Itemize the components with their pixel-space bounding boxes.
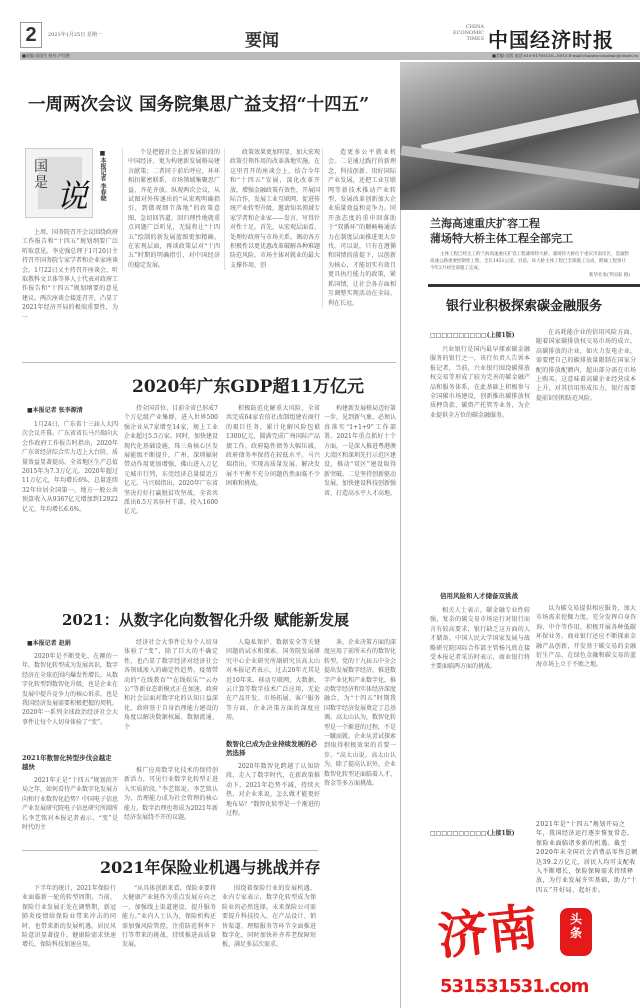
article1-col1: 上周，国务院召开会议围绕政府工作报告和“十四五”规划纲要广泛听取意见。李克强总理于1月20日主持召开国务院专家学者和企业家座谈会，1月22日又主持召开座谈会，听取教科文卫体等界人士代表对政府工作报告和“十四五”规划纲要的意见建议。两次座谈会接连召开，凸显了2021年经济开局的极端重要性，为一 [22,229,119,321]
page-number: 2 [20,22,42,48]
photo-title [430,216,573,246]
contact-line: ■美编:吴凯 电话:010-81785158—8013 E-mail:chaneseconomic@cnnet.cn [492,53,638,58]
photo-title-line2: 蒲场特大桥主体工程全部完工 [430,232,573,245]
article4-subhead: 信用风险和人才储备双挑战 [440,592,518,600]
article3-byline: ■本报记者 赵娟 [27,640,71,647]
thick-divider [428,284,640,287]
editor-line: ■责编:袁国生 校对:卢红艳 [22,53,70,58]
article3-subhead2: 数智化已成为企业持续发展的必然选择 [226,740,317,757]
article2-byline: ■本报记者 张李源清 [27,407,83,414]
article3-subhead1: 2021年数智化转型步伐会越走越快 [22,754,112,771]
article3-col2: 经济社会大事件让每个人切身体验了“变”，除了巨大的不确定性，也凸显了数字经济对经济社会各领域渗入的确定性趋势。疫情带动的“在线教育”“在线娱乐”“云办公”等新业态新模式正在加速，政府和社会层面对数字化的认知日益深化，政府基于自身治理能力建设的角度以解决数据权属、数据流通、个 [124,639,218,731]
watermark-url: 531531531.com [440,976,589,997]
issue-date: 2021年1月25日 星期一 [48,32,102,38]
column-logo: 国 是 说 [25,148,93,218]
article1-col4: 造更多公平就业机会。二是通过践行的新理念，科技创新、用好国际产业发展，还把工业互联网等新技术推动产业转型，发展改革创新加大企业质量效益和竞争力。同开放态度的重申回落助于“双循环”的顺畅畅通活力在制度层面推进更大步伐。可以说，只有在遵循和国情的前提下，以创新为核心，才能切实有效且更具执行能力的政策，紧抓国情，让社会各方面相互调整实现活动在全局，利在长远。 [322,148,396,308]
article4-col1: 兴业银行是国内最早探索碳金融服务的银行之一，该行负责人告诉本报记者，当前，兴业银行围绕碳排放权交易等形成了较为完善的碳金融产品和服务体系，在此基础上积极参与全国碳市场建设，创新推出碳排放权质押贷款、碳资产托管等业务，为企业提供全方位的碳金融服务。 [430,346,530,419]
paper-logo: 中国经济时报 [488,28,614,52]
article3-headline: 2021：从数字化向数智化升级 赋能新发展 [62,611,349,629]
article5-col1: 下半年的统计，2021年保险行业面临新一轮的转型周期。当前，保险行业发展正处在调整期，新冠肺炎疫情给保险业带来冲击的同时，也带来新的发展机遇。居民风险意识显著提升，健康险需求快速增长，保险科技加速应用。 [22,885,116,949]
divider [22,362,396,363]
divider [22,850,318,851]
article4-col3: 相关人士表示，碳金融专业性较强，复杂的碳交易市场运行对银行而言有较高要求，银行缺乏这方面的人才储备。中国人民大学国家发展与战略研究院国际合作部主管杨凡欣在接受本报记者采访时表示，商业银行将主要面临两方面的挑战。 [430,607,530,671]
section-title: 要闻 [245,31,279,51]
article4-byline: □□□□□□□□□□(上接1版) [430,332,515,339]
article2-col1: 1月24日，广东省十三届人大四次会议开幕。广东省省长马兴瑞向大会作政府工作报告时指出，2020年广东省经济综合实力迈上大台阶，质量效益显著提高。全省地区生产总值2015年为7.3万亿元，2020年超过11万亿元，年均增长6%，总量连续32年位居全国第一。地方一般公共预算收入从9367亿元增加到12922亿元，年均增长6.6%。 [22,421,119,513]
sidebar-column-text: 2021年是“十四五”规划开局之年，我国经济运行逐步恢复常态，保险业面临诸多新的机遇。截至2020年末全国社会消费品零售总额达39.2万亿元，居民人均可支配收入不断增长，保险保障需求持续释放，为行业发展夯实基础，助力“十四五”开好局、起好步。 [536,821,638,894]
article3-col4: 条，企业决策方面的深度应用了前所未有的数智化转型。党的十九届五中全会提出发展数字经济，推进数字产业化和产业数字化，推动数字经济和实体经济深度融合，为“十四五”时期我国数字经济发展奠定了总基调。高太山认为，数智化转型是一个渐进的过程，不是一蹴而就。企业从尝试探索到取得积极效果的首要一步。“高太山说。高太山认为，除了提高认识外，企业数智化转型还面临着人才、资金等多方面挑战。 [324,639,397,788]
article4-continued-label: □□□□□□□□□□(上接1版) [430,830,515,837]
article5-col2: “从具体创新来看，保险业要将大健康产业链作为重点发展方向之一，加强线上渠道建设，提升服务能力。”业内人士认为，保险机构还需加强风险管控，注重防范利率下行等带来的挑战，持续推进高质量发展。 [122,885,216,949]
article2-headline: 2020年广东GDP超11万亿元 [132,377,365,397]
article1-byline: ■本报记者 李春晓 [99,150,106,202]
watermark-logo: 济南 [435,897,541,967]
article2-col2: 持全国首位，目前全省已形成7个万亿级产业集群，进入世界500强企业从7家增至14家，规上工业企业超过5.5万家。同时，加快建设现代化基础设施，珠三角核心区发展能级不断提升，广州、深圳辐射带动作用更加增强，佛山进入万亿元城市行列，东莞经济总量接近万亿元。马兴瑞指出，2020年广东省坚决打好打赢脱贫攻坚战，全省共派出6.5万名驻村干部，投入1600亿元。 [124,405,218,516]
article3-col1: 2020年是不断变化、在颠的一年，数智化转型成为发展共识，数字经济在全球范围内爆发性增长。从数字化转型到数智化升级，也是企业在发展中提升竞争力的核心诉求。也是我国经济发展需要积极把握的契机。2020年一系列全球政治经济社会大事件让每个人切身体验了“变”。 [22,653,119,726]
article5-headline: 2021年保险业机遇与挑战并存 [100,858,321,877]
article4-col4: 以为碳交易提供相应服务，加大市场需求挖掘力度，充分发挥自身咨询、中介等作用，积极开展各种低碳环保业务。商业银行还应不断探索金融产品创新，开发基于碳交易的金融衍生产品，在绿色金融和碳交易的蓝海市场上立于不败之地。 [536,605,636,669]
article3-col1-cont: 2021年正是“十四五”规划的开局之年，如何看待产业数字化发展方向和行业数智化趋势？中国电子信息产业发展研究院电子信息研究所副所长李艺铭对本报记者表示，“变”是时代的主 [22,777,119,832]
article3-col3-cont: 2020年数智化跨越了认知阶段，走入了数字时代，在新政策推动下，2021年趋势不减，持续火热，对企业来说，怎么做才能更好地布局？“数智化转型是一个渐进的过程。 [226,763,320,818]
article1-col3: 政策效果更加明显，加大宏观政策引领作用的改革落地实施。在这里召开的座谈会上，结合今年和“十四五”发展，深化改革开放，增强金融政策有效性，开展国际合作，发展工业互联网，促进传统产业转型升级，邀请知名领域专家学者和企业家——发言，写得针对性十足。首先，从宏观层面看，处理好政府与市场关系，调动各方积极性以更优惠改革破解各种难题防范风险。市场主体对就业的最大支撑作用，创 [224,148,320,270]
news-photo-highway-bridge [400,62,640,210]
info-bar [20,52,640,60]
photo-title-line1: 兰海高速重庆扩容工程 [430,217,540,230]
article1-headline: 一周两次会议 国务院集思广益支招“十四五” [28,95,370,115]
photo-credit: 新华社发(罗国家 摄) [589,273,630,278]
article3-col3: 人隐私保护、数据安全等关键问题的试水和探索。国务院发展研究中心企业研究所副研究员高太山对本报记者表示，过去20年尤其是近10年来，移动互联网、大数据、云计算等数字技术广泛应用，无论在产品开发、市场拓展、客户服务等方面，企业决策方面的深度应用。 [226,639,320,722]
article3-col2-cont: 推广应用数字化技术的保持创新活力，可见行业数字化转型正进入实质阶段。”李艺铭说。李艺铭认为，治理能力成为社会管理的核心能力，数字治理也将成为2021年新经济发展绕不开的议题。 [124,767,218,822]
article4-headline: 银行业积极探索碳金融服务 [446,299,603,314]
article5-col3: 围绕着保险行业的发展机遇，业内专家表示，数字化转型成为保险业的必然选择，未来保险公司需要提升科技投入，在产品设计、销售渠道、理赔服务等环节全面推进数字化，同时加快补齐养老保障短板，满足多层次需求。 [222,885,316,949]
photo-caption [430,251,630,279]
article4-col2: 在高耗能企业的信用风险方面，随着国家碳排放权交易市场的成立，高碳排放的企业，如火力发电企业，需要把自己的碳排放量限制在国家分配的排放配额内，超出部分需在市场上购买。这意味着高碳企业经营成本上升，对其信用形成压力，银行需要提前识别和防范风险。 [536,329,636,402]
photo-caption-text: 主体工程已经完工的兰海高速重庆扩容工程蒲场特大桥。蒲场特大桥位于重庆市南岸区，是渝黔高速公路重要控制性工程，全长1451公里。目前，该大桥主体工程已全部施工完成，附属工程预计今年2月初全部施工完成。 [430,252,629,271]
article2-col4: 构建新发展格局迈好第一步，见到新气象。必须认真落实“1+1+9”工作部署。2021年重点抓好十个方面，一是深入推进粤港澳大湾区和深圳先行示范区建设，推动“双区”建设取得新突破。二是坚持创新驱动发展，加快建设科技创新强省，打造高水平人才高地。 [324,405,397,497]
english-name: CHINA ECONOMIC TIMES [453,24,484,42]
article2-col3: 积极防范化解重大风险，全省共完成64家农信社改制组建农商行的艰巨任务，累计化解风险包袱1300亿元，圆满完成广州国际产品债工作。政府隐性债务大幅压减，政府债务率保持在较低水平。马兴瑞指出，实现高质量发展、解决发展不平衡不充分问题仍然面临不少困难和挑战。 [226,405,320,488]
article1-col2: 个是把握社会上新发展阶段的中国经济，更为构建新发展格局建言献策；二者同于前后呼应，环环相扣紧密联系，市场领域集聚思广益，齐花齐放。纵观两次会议，从试图对外传递出的“从宏观明确指引，到微观细节落地”的政策意图，急切回答道，回归理性地就重点问题广泛听见，无疑将让“十四五”绘制的新发展蓝图更加精确。在宏观层面，再谈政策层对“十四五”时期的明确指引，对中国经济的稳定发展。 [122,148,220,270]
watermark-badge: 头 条 [560,908,592,956]
